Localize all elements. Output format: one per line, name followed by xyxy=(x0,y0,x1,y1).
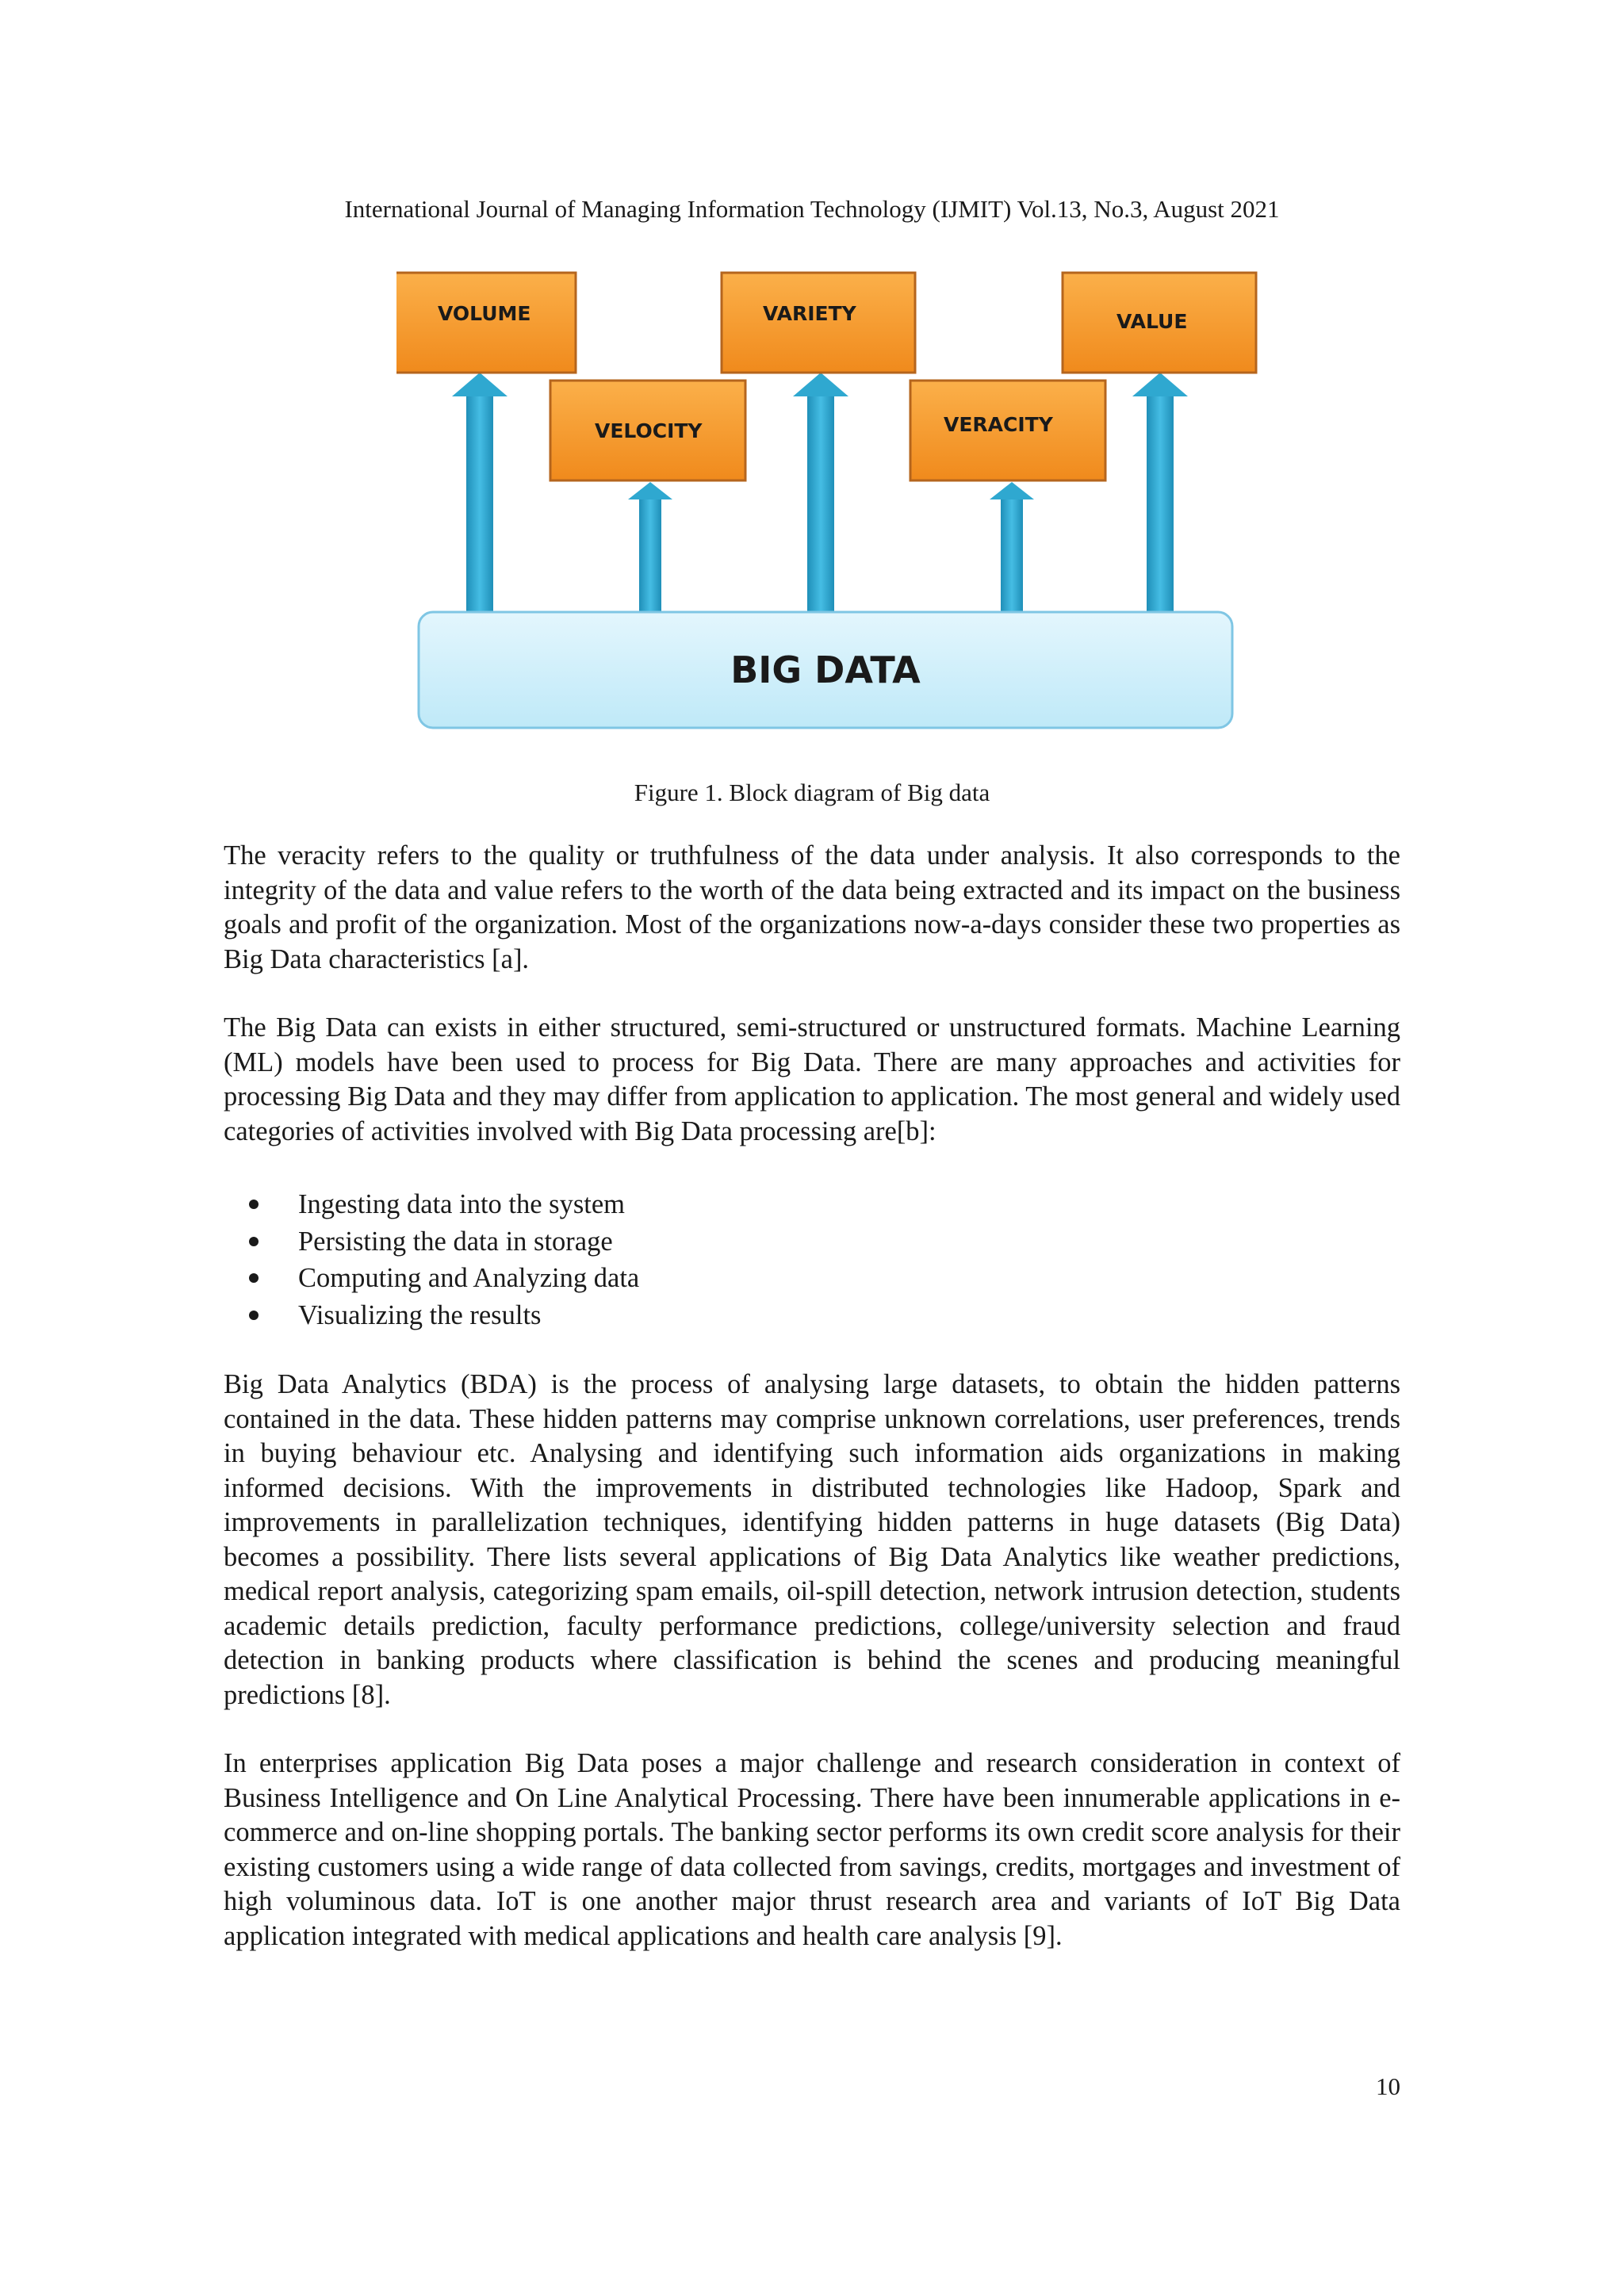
list-item xyxy=(224,1297,1400,1334)
list-item xyxy=(224,1223,1400,1261)
running-header: International Journal of Managing Information Technology (IJMIT) Vol.13, No.3, August 2021 xyxy=(344,195,1280,223)
paragraph-enterprise: In enterprises application Big Data poses a major challenge and research consideration in context of Business Intelligence and On Line Analytical Processing. There have been innumerable applications in e-commerce and on-line shopping portals. The banking sector performs its own credit score analysis for their existing customers using a wide range of data collected from savings, credits, mortgages and investment of high voluminous data. IoT is one another major thrust research area and variants of IoT Big Data application integrated with medical applications and health care analysis [9]. xyxy=(224,1748,1400,1951)
box-veracity xyxy=(910,381,1105,480)
paragraph-formats: The Big Data can exists in either structured, semi-structured or unstructured formats. Machine Learning (ML) models have been used to process for Big Data. There are many approaches and activities for processing Big Data and they may differ from application to application. The most general and widely used categories of activities involved with Big Data processing are[b]: xyxy=(224,1012,1400,1146)
bullet-icon xyxy=(249,1311,259,1320)
list-item-text: Persisting the data in storage xyxy=(298,1226,613,1257)
page-number: 10 xyxy=(1376,2072,1400,2100)
box-volume xyxy=(396,273,576,373)
box-velocity-label: VELOCITY xyxy=(595,419,703,442)
activities-list xyxy=(224,1186,1400,1334)
paragraph-bda: Big Data Analytics (BDA) is the process of analysing large datasets, to obtain the hidden patterns contained in the data. These hidden patterns may comprise unknown correlations, user preferences, trends in buying behaviour etc. Analysing and identifying such information aids organizations in making informed decisions. With the improvements in distributed technologies like Hadoop, Spark and improvements in parallelization techniques, identifying hidden patterns in huge datasets (Big Data) becomes a possibility. There lists several applications of Big Data Analytics like weather predictions, medical report analysis, categorizing spam emails, oil-spill detection, network intrusion detection, students academic details prediction, faculty performance predictions, college/university selection and fraud detection in banking products where classification is behind the scenes and producing meaningful predictions [8]. xyxy=(224,1369,1400,1710)
list-item-text: Ingesting data into the system xyxy=(298,1189,626,1219)
arrow-volume xyxy=(452,373,508,612)
box-velocity xyxy=(550,381,745,480)
arrow-veracity xyxy=(990,482,1034,612)
box-variety-label: VARIETY xyxy=(763,302,856,325)
arrow-value xyxy=(1132,373,1188,612)
paragraph-veracity: The veracity refers to the quality or truthfulness of the data under analysis. It also corresponds to the integrity of the data and value refers to the worth of the data being extracted and its impact on the business goals and profit of the organization. Most of the organizations now-a-days consider these two properties as Big Data characteristics [a]. xyxy=(224,840,1400,974)
box-value xyxy=(1063,273,1256,373)
bullet-icon xyxy=(249,1237,259,1246)
box-value-label: VALUE xyxy=(1116,310,1188,333)
list-item-text: Computing and Analyzing data xyxy=(298,1263,640,1293)
figure-caption: Figure 1. Block diagram of Big data xyxy=(634,779,990,806)
box-variety xyxy=(722,273,915,373)
bullet-icon xyxy=(249,1273,259,1283)
bullet-icon xyxy=(249,1200,259,1209)
box-veracity-label: VERACITY xyxy=(944,413,1053,436)
big-data-block-diagram xyxy=(396,262,1269,737)
arrow-variety xyxy=(793,373,848,612)
list-item xyxy=(224,1186,1400,1223)
big-data-label: BIG DATA xyxy=(730,649,921,691)
list-item-text: Visualizing the results xyxy=(298,1299,542,1330)
list-item xyxy=(224,1260,1400,1297)
big-data-base xyxy=(419,612,1232,728)
box-volume-label: VOLUME xyxy=(438,302,531,325)
arrow-velocity xyxy=(628,482,672,612)
